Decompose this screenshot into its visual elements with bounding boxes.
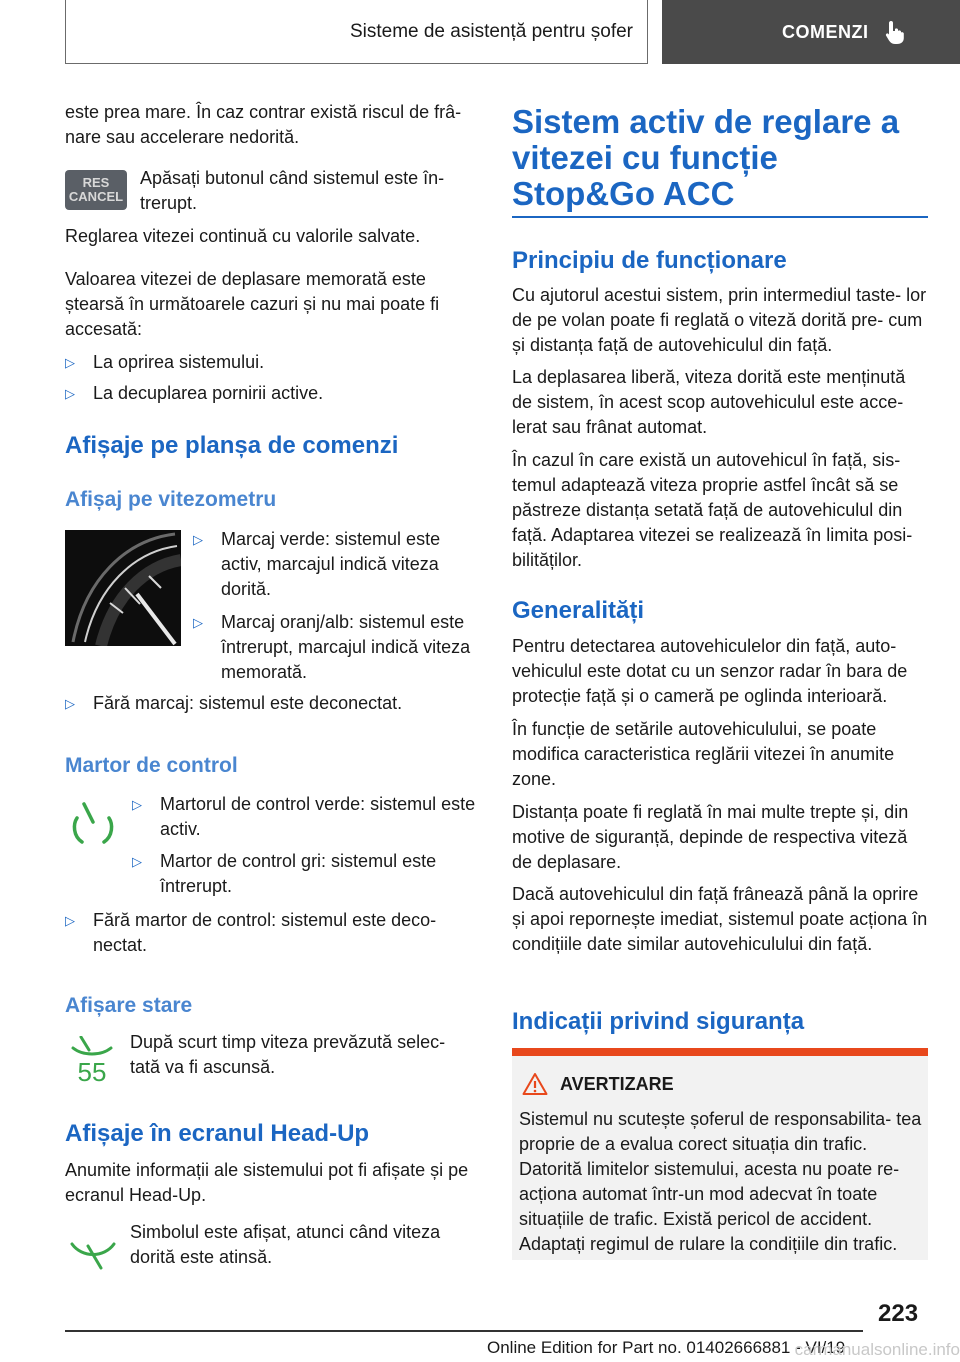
intro-paragraph: este prea mare. În caz contrar există riscul de frâ‐ nare sau accelerare nedorită. — [65, 102, 462, 147]
triangle-bullet-icon: ▷ — [65, 386, 75, 401]
cleared-text: Valoarea vitezei de deplasare memorată este ștearsă în următoarele cazuri și nu mai poate fi accesată: — [65, 269, 440, 339]
list-item: ▷ Fără marcaj: sistemul este deconectat. — [65, 691, 483, 716]
list-item: ▷ La oprirea sistemului. — [65, 350, 483, 375]
status-text: După scurt timp viteza prevăzută selec‐ tată va fi ascunsă. — [130, 1032, 446, 1077]
edition-line: Online Edition for Part no. 01402666881 - VI/19 — [487, 1338, 846, 1357]
list-item: ▷ Martor de control gri: sistemul este întrerupt. — [132, 851, 437, 896]
general-heading: Generalități — [512, 597, 645, 624]
pointing-hand-icon — [883, 19, 907, 45]
list-item: ▷ Marcaj oranj/alb: sistemul este întrerupt, marcajul indică viteza memorată. — [193, 612, 471, 682]
warning-title: AVERTIZARE — [560, 1073, 674, 1094]
safety-heading: Indicații privind siguranța — [512, 1008, 805, 1035]
indicator-heading: Martor de control — [65, 754, 238, 777]
page-title: Sistem activ de reglare a vitezei cu funcție Stop&Go ACC — [512, 103, 900, 212]
header-chapter-box — [662, 0, 960, 64]
cancel-label: CANCEL — [68, 189, 124, 204]
res-cancel-button-icon — [65, 170, 127, 210]
general-paragraph-1: Pentru detectarea autovehiculelor din față, auto‐ vehiculul este dotat cu un senzor radar în bara de protecție față și o cameră pe oglinda interioară. — [512, 636, 908, 706]
principle-paragraph-2: La deplasarea liberă, viteza dorită este menținută de sistem, în acest scop autovehiculul este acce‐ lerat sau frânat automat. — [512, 367, 906, 437]
hud-heading: Afișaje în ecranul Head-Up — [65, 1120, 370, 1147]
speedo-heading: Afișaj pe vitezometru — [65, 488, 277, 511]
triangle-bullet-icon: ▷ — [193, 532, 203, 547]
speed-status-icon — [67, 1036, 117, 1088]
header-chapter-title: COMENZI — [782, 21, 869, 42]
triangle-bullet-icon: ▷ — [65, 913, 75, 928]
footer-divider — [65, 1330, 863, 1332]
warning-bar — [512, 1048, 928, 1056]
res-text: Apăsați butonul când sistemul este în‐ trerupt. — [140, 168, 445, 213]
triangle-bullet-icon: ▷ — [65, 355, 75, 370]
hud-speed-reached-icon — [68, 1228, 118, 1272]
acc-indicator-icon — [70, 800, 116, 848]
status-heading: Afișare stare — [65, 994, 193, 1017]
list-item: ▷ La decuplarea pornirii active. — [65, 381, 483, 406]
res-label: RES — [82, 175, 110, 190]
list-item: ▷ Fără martor de control: sistemul este deco‐ nectat. — [65, 910, 437, 955]
hud-symbol-text: Simbolul este afișat, atunci când viteza dorită este atinsă. — [130, 1222, 441, 1267]
speedometer-image — [65, 530, 181, 646]
header-section-box — [65, 0, 648, 64]
principle-heading: Principiu de funcționare — [512, 247, 787, 274]
list-item: ▷ Marcaj verde: sistemul este activ, marcajul indică viteza dorită. — [193, 529, 441, 599]
header-section-title: Sisteme de asistență pentru șofer — [349, 20, 633, 42]
triangle-bullet-icon: ▷ — [132, 854, 142, 869]
principle-paragraph-3: În cazul în care există un autovehicul în față, sis‐ temul adaptează viteza proprie astfel încât să se păstreze distanța setată față de autovehiculul din față. Adaptarea vitezei se realizează în limita posi‐ bilităților. — [512, 450, 913, 570]
list-item: ▷ Martorul de control verde: sistemul este activ. — [132, 794, 476, 839]
resume-text: Reglarea vitezei continuă cu valorile salvate. — [65, 226, 421, 246]
watermark: carmanualsonline.info — [794, 1340, 960, 1359]
general-paragraph-4: Dacă autovehiculul din față frânează până la oprire și apoi repornește imediat, sistemul poate acționa în condițiile date similar autovehiculului din față. — [512, 884, 928, 954]
display-heading: Afișaje pe planșa de comenzi — [65, 432, 399, 459]
title-divider — [512, 216, 928, 218]
warning-triangle-icon — [522, 1072, 548, 1096]
triangle-bullet-icon: ▷ — [132, 797, 142, 812]
page-number: 223 — [878, 1300, 919, 1327]
hud-text: Anumite informații ale sistemului pot fi afișate și pe ecranul Head-Up. — [65, 1160, 469, 1205]
general-paragraph-2: În funcție de setările autovehiculului, se poate modifica caracteristica reglării vitezei în anumite zone. — [512, 719, 895, 789]
status-speed-value: 55 — [77, 1057, 107, 1087]
triangle-bullet-icon: ▷ — [193, 615, 203, 630]
triangle-bullet-icon: ▷ — [65, 696, 75, 711]
general-paragraph-3: Distanța poate fi reglată în mai multe trepte și, din motive de siguranță, depinde de respectiva viteză de deplasare. — [512, 802, 909, 872]
principle-paragraph-1: Cu ajutorul acestui sistem, prin intermediul taste‐ lor de pe volan poate fi reglată o viteză dorită pre‐ cum și distanța față de autovehiculul din față. — [512, 285, 927, 355]
warning-text: Sistemul nu scutește șoferul de responsabilita‐ tea proprie de a evalua corect situația din trafic. Datorită limitelor sistemului, acesta nu poate re‐ acționa automat într-un mod adecvat în toate situațiile de trafic. Există pericol de accident. Adaptați regimul de rulare la condițiile din trafic. — [519, 1109, 922, 1254]
